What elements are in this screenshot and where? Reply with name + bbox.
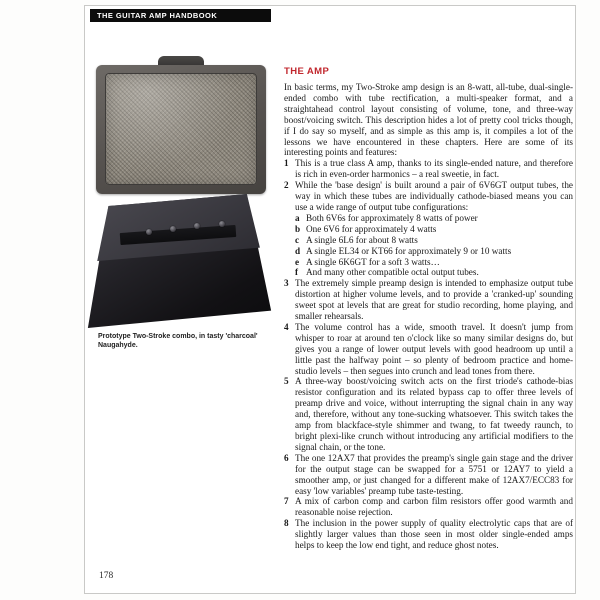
- list-item: [284, 376, 573, 452]
- intro-paragraph: In basic terms, my Two-Stroke amp design is an 8-watt, all-tube, dual-single-ended combo with tube rectification, a multi-speaker format, and a straightahead control layout consisting of volume, tone, and three-way boost/voicing switch. This description hides a lot of pretty cool tricks though, if I do say so myself, and as simple as this amp is, it compiles a lot of the lessons we have encountered in these chapters. Here are some of its interesting points and features:: [284, 82, 573, 158]
- sub-item-letter: e: [295, 256, 300, 267]
- item-text: A three-way boost/voicing switch acts on the first triode's cathode-bias resistor configuration and its related bypass cap to offer three levels of preamp drive and voice, without interrupting the signal chain in any way and, therefore, without any tone-sucking whatsoever. This switch takes the amp from blackface-style shimmer and twang, to fat tweedy raunch, to bright plexi-like crunch without introducing any artificial modifiers to the signal chain, or the tone.: [295, 376, 573, 452]
- item-text: While the 'base design' is built around a pair of 6V6GT output tubes, the way in which these tubes are individually cathode-biased means you can use a wide range of output tube configurations:: [295, 180, 573, 212]
- list-item: [284, 496, 573, 518]
- list-item: [284, 158, 573, 180]
- list-item: [284, 518, 573, 551]
- item-text: The one 12AX7 that provides the preamp's single gain stage and the driver for the output stage can be swapped for a 5751 or 12AY7 to yield a smoother amp, or just changed for a different make of 12AX7/ECC83 for easy 'low variables' preamp tube taste-testing.: [295, 452, 573, 496]
- page-number: 178: [99, 571, 114, 581]
- amp-cabinet: [96, 65, 266, 194]
- item-number: 8: [284, 518, 289, 529]
- item-number: 2: [284, 180, 289, 191]
- book-title: THE GUITAR AMP HANDBOOK: [97, 11, 218, 20]
- sub-item-letter: b: [295, 223, 301, 234]
- list-item: [284, 322, 573, 377]
- amp-top-photo: [86, 194, 273, 328]
- list-item: [284, 453, 573, 497]
- sub-item-letter: a: [295, 212, 300, 223]
- sub-item-text: And many other compatible octal output tubes.: [306, 267, 479, 278]
- sub-list-item: [284, 213, 573, 224]
- item-text: This is a true class A amp, thanks to its single-ended nature, and therefore is rich in even-order harmonics – a real sweetie, in fact.: [295, 158, 573, 180]
- sub-item-letter: c: [295, 234, 300, 245]
- sub-list-item: [284, 224, 573, 235]
- section-heading: THE AMP: [284, 66, 330, 77]
- item-number: 5: [284, 376, 289, 387]
- sub-list-item: [284, 235, 573, 246]
- item-text: The inclusion in the power supply of quality electrolytic caps that are of slightly larger values than those seen in most older single-ended amps helps to keep the low end tight, and reduce ghost notes.: [295, 518, 573, 551]
- knob-icon: [146, 229, 152, 235]
- list-item: [284, 180, 573, 213]
- knob-icon: [219, 221, 225, 227]
- amp-grille: [105, 73, 257, 185]
- body-text: [284, 82, 573, 551]
- sub-list-item: [284, 246, 573, 257]
- text-column: [284, 66, 573, 551]
- list-item: [284, 278, 573, 322]
- sub-item-text: Both 6V6s for approximately 8 watts of power: [306, 212, 478, 223]
- amp-front-photo: [96, 56, 266, 194]
- sub-item-text: A single 6K6GT for a soft 3 watts…: [306, 256, 440, 267]
- sub-item-text: A single 6L6 for about 8 watts: [306, 234, 418, 245]
- book-page: [84, 5, 576, 594]
- item-text: The volume control has a wide, smooth travel. It doesn't jump from whisper to roar at around ten o'clock like so many similar designs do, but gives you a range of lower output levels with good headroom up until a little past the halfway point – so plenty of bedroom practice and home-studio levels – then segues into crunch and lead tones from there.: [295, 321, 573, 376]
- sub-item-text: A single EL34 or KT66 for approximately 9 or 10 watts: [306, 245, 512, 256]
- item-text: The extremely simple preamp design is intended to emphasize output tube distortion at higher volume levels, and to provide a 'cranked-up' sounding sweet spot at levels that are great for studio recording, home playing, and smaller rehearsals.: [295, 278, 573, 322]
- item-number: 3: [284, 278, 289, 289]
- sub-list-item: [284, 267, 573, 278]
- item-number: 7: [284, 496, 289, 507]
- item-number: 1: [284, 158, 289, 169]
- item-number: 4: [284, 321, 289, 332]
- item-number: 6: [284, 452, 289, 463]
- sub-list-item: [284, 257, 573, 268]
- figure-caption: Prototype Two-Stroke combo, in tasty 'charcoal' Naugahyde.: [98, 333, 258, 349]
- page-header-bar: [90, 9, 271, 22]
- sub-item-letter: f: [295, 267, 299, 278]
- item-text: A mix of carbon comp and carbon film resistors offer good warmth and reasonable noise rejection.: [295, 496, 573, 518]
- sub-item-letter: d: [295, 245, 301, 256]
- sub-item-text: One 6V6 for approximately 4 watts: [306, 223, 437, 234]
